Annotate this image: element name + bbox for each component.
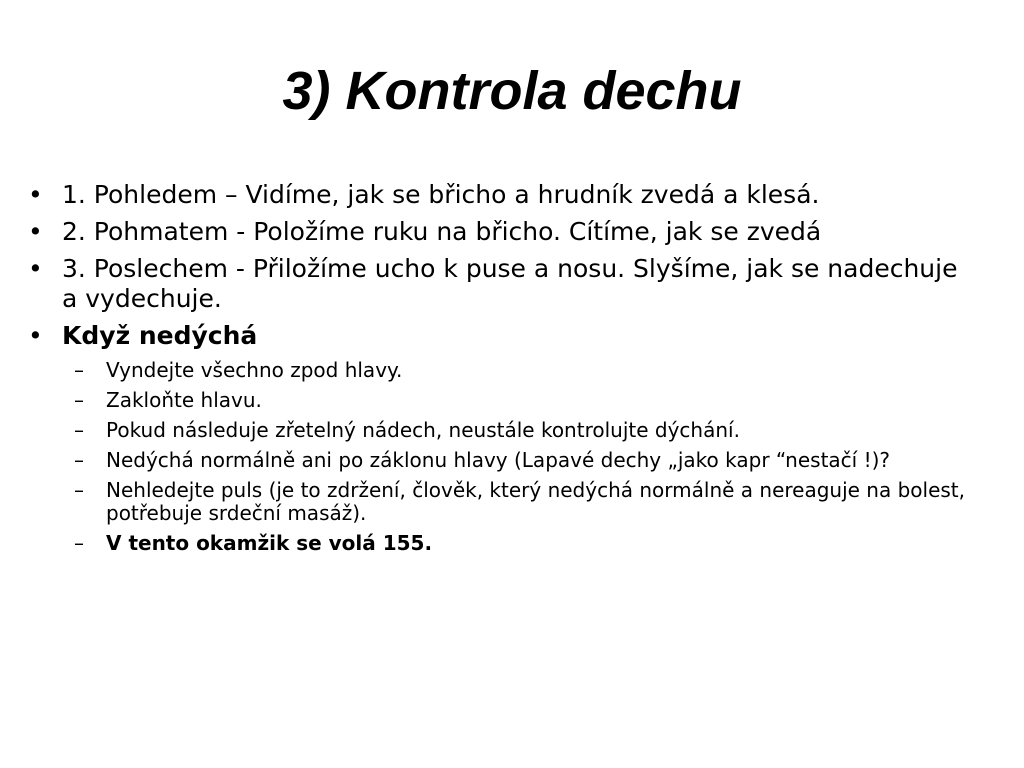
dash-marker: –	[74, 531, 84, 555]
dash-marker: –	[74, 478, 84, 502]
bullet-text: 2. Pohmatem - Položíme ruku na břicho. Cítíme, jak se zvedá	[62, 217, 822, 246]
dash-marker: –	[74, 448, 84, 472]
sub-bullet-text-emphasis: V tento okamžik se volá 155.	[106, 531, 433, 555]
sub-bullet-item	[62, 532, 974, 555]
sub-bullet-text: Pokud následuje zřetelný nádech, neustále kontrolujte dýchání.	[106, 418, 740, 442]
bullet-text-heading: Když nedýchá	[62, 321, 258, 350]
dash-marker: –	[74, 358, 84, 382]
bullet-marker: •	[28, 321, 43, 350]
sub-bullet-item	[62, 389, 974, 412]
sub-bullet-item	[62, 359, 974, 382]
bullet-text: 3. Poslechem - Přiložíme ucho k puse a nosu. Slyšíme, jak se nadechuje a vydechuje.	[62, 254, 958, 313]
slide-title: 3) Kontrola dechu	[282, 61, 742, 121]
bullet-text: 1. Pohledem – Vidíme, jak se břicho a hrudník zvedá a klesá.	[62, 180, 820, 209]
sub-bullet-text: Nehledejte puls (je to zdržení, člověk, který nedýchá normálně a nereaguje na bolest, potřebuje srdeční masáž).	[106, 478, 966, 525]
bullet-list	[0, 180, 1024, 555]
dash-marker: –	[74, 388, 84, 412]
sub-bullet-item	[62, 419, 974, 442]
slide-body	[0, 180, 1024, 562]
sub-bullet-text: Zakloňte hlavu.	[106, 388, 262, 412]
sub-bullet-item	[62, 449, 974, 472]
bullet-marker: •	[28, 254, 43, 283]
bullet-marker: •	[28, 217, 43, 246]
sub-bullet-item	[62, 479, 974, 525]
dash-marker: –	[74, 418, 84, 442]
sub-bullet-text: Vyndejte všechno zpod hlavy.	[106, 358, 403, 382]
sub-bullet-list	[62, 359, 974, 555]
sub-bullet-text: Nedýchá normálně ani po záklonu hlavy (Lapavé dechy „jako kapr “nestačí !)?	[106, 448, 891, 472]
bullet-item	[0, 217, 1024, 247]
bullet-item	[0, 180, 1024, 210]
bullet-item	[0, 321, 1024, 555]
bullet-marker: •	[28, 180, 43, 209]
bullet-item	[0, 254, 1024, 314]
